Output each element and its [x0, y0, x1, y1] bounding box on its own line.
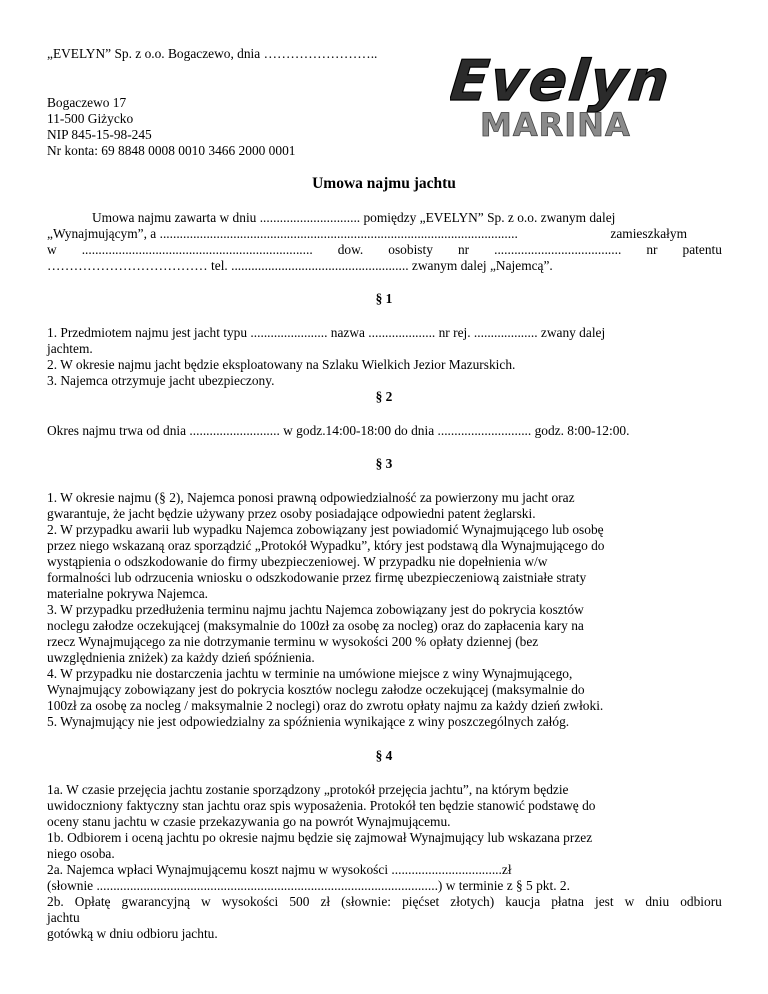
s4-line: uwidoczniony faktyczny stan jachtu oraz spis wyposażenia. Protokół ten będzie stanowić podstawę do: [47, 798, 596, 813]
word: kaucja: [505, 894, 541, 909]
s3-line: 4. W przypadku nie dostarczenia jachtu w terminie na umówione miejsce z winy Wynajmującego,: [47, 666, 573, 681]
word: pięćset: [402, 894, 440, 909]
intro-word: osobisty: [388, 242, 433, 257]
word: dniu: [645, 894, 670, 909]
s3-line: uwzględnienia zniżek) za każdy dzień spóźnienia.: [47, 650, 315, 665]
s1-line: jachtem.: [47, 341, 93, 356]
intro-word: nr: [457, 242, 470, 257]
word: odbioru: [680, 894, 722, 909]
s1-line: 1. Przedmiotem najmu jest jacht typu ....................... nazwa .................... nr rej. ................... zwany dalej: [47, 325, 606, 340]
s4-tail-line: gotówką w dniu odbioru jachtu.: [47, 926, 218, 941]
s3-line: 5. Wynajmujący nie jest odpowiedzialny za spóźnienia wynikające z winy poszczególnych załóg.: [47, 714, 570, 729]
s4-tail-line: jachtu: [47, 910, 80, 925]
section-2-heading: § 2: [375, 389, 393, 404]
s1-line: 3. Najemca otrzymuje jacht ubezpieczony.: [47, 373, 275, 388]
nip-line: NIP 845-15-98-245: [47, 127, 152, 142]
address-line-2: 11-500 Giżycko: [47, 111, 134, 126]
intro-word: .....................................................................: [81, 242, 313, 257]
word: 500: [289, 894, 310, 909]
word: 2b.: [47, 894, 64, 909]
word: w: [624, 894, 635, 909]
s3-line: rzecz Wynajmującego za nie dotrzymanie terminu w wysokości 200 % opłaty dziennej (bez: [47, 634, 539, 649]
logo-text-evelyn: Evelyn: [450, 49, 675, 114]
word: gwarancyjną: [121, 894, 190, 909]
document-title: Umowa najmu jachtu: [312, 175, 456, 192]
s3-line: materialne pokrywa Najemca.: [47, 586, 208, 601]
s3-line: 100zł za osobę za nocleg / maksymalnie 2 noclegi) oraz do zwrotu opłaty najmu za każdy dzień zwłoki.: [47, 698, 604, 713]
s4-line-2b: [47, 894, 722, 910]
intro-line-2: [47, 226, 687, 242]
s3-line: formalności lub odrzucenia wniosku o odszkodowanie przez firmę ubezpieczeniową zaistniałe straty: [47, 570, 587, 585]
intro-word: w: [47, 242, 57, 257]
s1-line: 2. W okresie najmu jacht będzie eksploatowany na Szlaku Wielkich Jezior Mazurskich.: [47, 357, 516, 372]
intro-line-4: ……………………………… tel. ..................................................... zwanym dalej „Najemcą”.: [47, 258, 553, 273]
s4-line: niego osoba.: [47, 846, 115, 861]
intro-word: dow.: [337, 242, 364, 257]
intro-line-1: Umowa najmu zawarta w dniu .............................. pomiędzy „EVELYN” Sp. z o.o. zwanym dalej: [92, 210, 616, 225]
s3-line: Wynajmujący zobowiązany jest do pokrycia kosztów noclegu załodze oczekującej (maksymalnie do: [47, 682, 585, 697]
intro-word: ......................................: [494, 242, 622, 257]
s3-line: noclegu załodze oczekującej (maksymalnie do 100zł za osobę za nocleg) oraz do zapłacenia kary na: [47, 618, 584, 633]
address-line-1: Bogaczewo 17: [47, 95, 127, 110]
s3-line: 1. W okresie najmu (§ 2), Najemca ponosi prawną odpowiedzialność za powierzony mu jacht oraz: [47, 490, 575, 505]
word: wysokości: [221, 894, 279, 909]
s2-line: Okres najmu trwa od dnia ........................... w godz.14:00-18:00 do dnia ............................ godz. 8:00-12:00.: [47, 423, 630, 438]
s4-line: 2a. Najemca wpłaci Wynajmującemu koszt najmu w wysokości .................................zł: [47, 862, 512, 877]
intro-word: patentu: [682, 242, 722, 257]
section-4-heading: § 4: [375, 748, 393, 763]
word: w: [201, 894, 211, 909]
intro-word: nr: [646, 242, 658, 257]
word: Opłatę: [74, 894, 111, 909]
intro-line-2-right: zamieszkałym: [610, 226, 687, 241]
s3-line: 3. W przypadku przedłużenia terminu najmu jachtu Najemca zobowiązany jest do pokrycia kosztów: [47, 602, 584, 617]
evelyn-marina-logo: [450, 48, 700, 148]
s3-line: 2. W przypadku awarii lub wypadku Najemca zobowiązany jest powiadomić Wynajmującego lub osobę: [47, 522, 604, 537]
s4-line: 1b. Odbiorem i oceną jachtu po okresie najmu będzie się zajmował Wynajmujący lub wskazana przez: [47, 830, 593, 845]
intro-line-3: [47, 242, 722, 258]
logo-text-marina: MARINA: [480, 106, 631, 144]
word: złotych): [450, 894, 495, 909]
intro-line-2-left: „Wynajmującym”, a ...........................................................................................................: [47, 226, 518, 241]
section-3-heading: § 3: [375, 456, 393, 471]
s4-line: (słownie ......................................................................................................) w terminie z § 5 pkt. 2.: [47, 878, 570, 893]
s3-line: przez niego wskazaną oraz sporządzić „Protokół Wypadku”, który jest podstawą dla Wynajmującego do: [47, 538, 605, 553]
section-1-heading: § 1: [375, 291, 393, 306]
s4-line: 1a. W czasie przejęcia jachtu zostanie sporządzony „protokół przejęcia jachtu”, na którym będzie: [47, 782, 569, 797]
word: płatna: [551, 894, 584, 909]
word: jest: [594, 894, 614, 909]
account-line: Nr konta: 69 8848 0008 0010 3466 2000 0001: [47, 143, 296, 158]
date-line: „EVELYN” Sp. z o.o. Bogaczewo, dnia ……………………..: [47, 46, 378, 61]
s3-line: wystąpienia o odszkodowanie do firmy ubezpieczeniowej. W przypadku nie dopełnienia w/w: [47, 554, 548, 569]
word: zł: [320, 894, 331, 909]
word: (słownie:: [341, 894, 392, 909]
s4-line: oceny stanu jachtu w czasie przekazywania go na powrót Wynajmującemu.: [47, 814, 451, 829]
s3-line: gwarantuje, że jacht będzie używany przez osoby posiadające odpowiedni patent żeglarski.: [47, 506, 536, 521]
